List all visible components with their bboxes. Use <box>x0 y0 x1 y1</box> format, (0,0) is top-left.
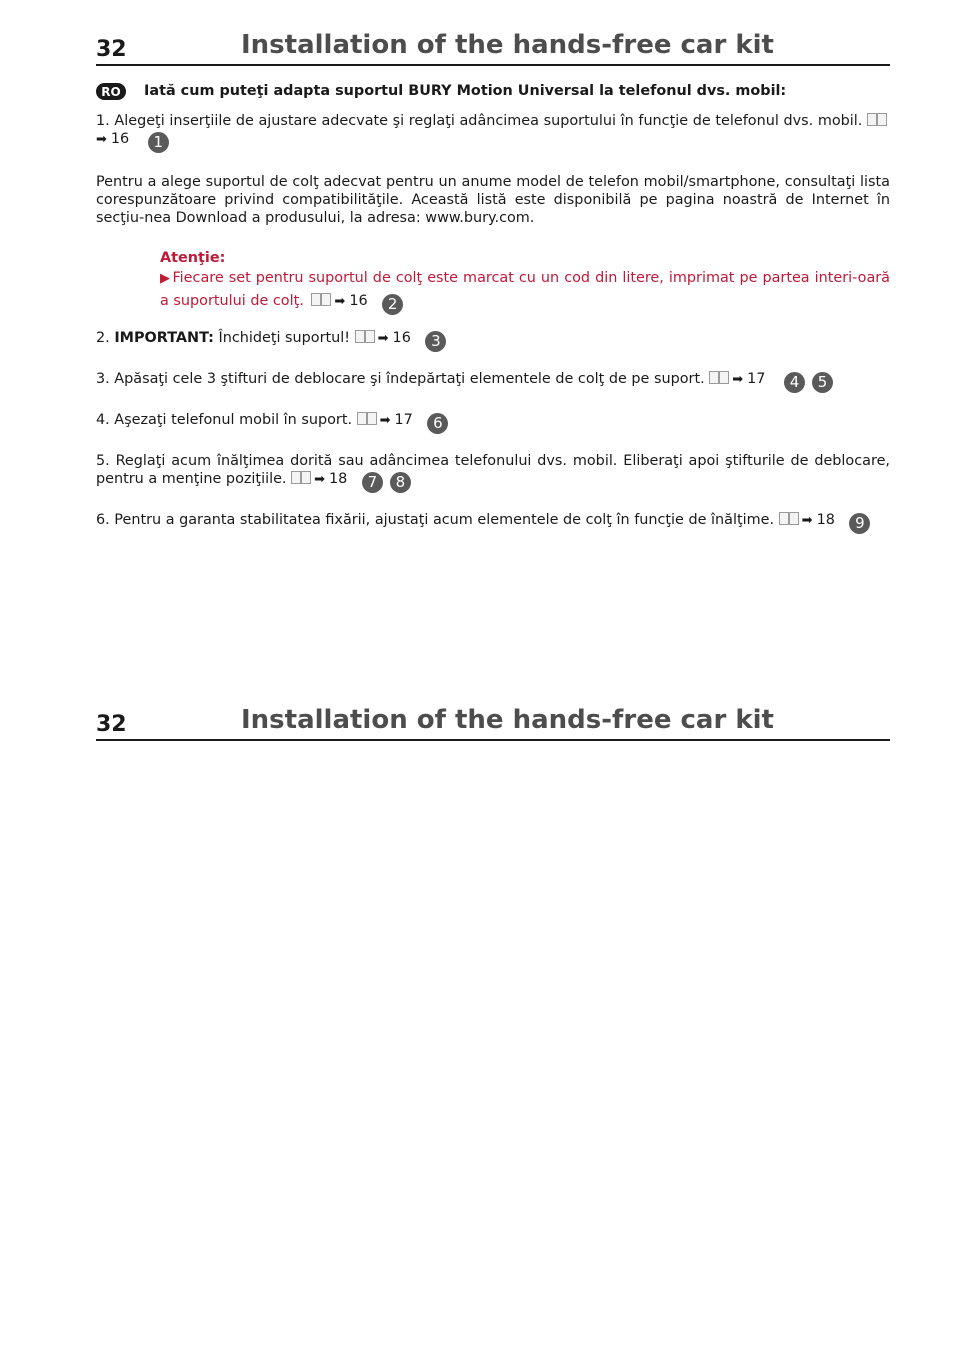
page-number: 32 <box>96 37 127 62</box>
attention-text: Fiecare set pentru suportul de colţ este marcat cu un cod din litere, imprimat pe partea interi-oară a suportului de colţ. <box>160 270 890 309</box>
open-book-icon <box>779 512 799 525</box>
intro-row <box>96 82 890 104</box>
page-ref: 18 <box>816 512 835 528</box>
page-title: Installation of the hands-free car kit <box>241 30 774 60</box>
step-4-text: 4. Aşezaţi telefonul mobil în suport. <box>96 412 353 428</box>
open-book-icon <box>355 330 375 343</box>
page-header-bottom <box>96 703 890 741</box>
attention-block <box>160 249 890 315</box>
arrow-right-icon: ➡ <box>96 132 107 147</box>
step-5-text: 5. Reglaţi acum înălţimea dorită sau adâncimea telefonului dvs. mobil. Eliberaţi apoi ştifturile de deblocare, pentru a menţine poziţiile. <box>96 453 890 487</box>
attention-label: Atenţie: <box>160 250 226 266</box>
intro-text: Iată cum puteţi adapta suportul BURY Motion Universal la telefonul dvs. mobil: <box>144 83 787 99</box>
step-6 <box>96 511 890 534</box>
page-ref: 17 <box>394 412 413 428</box>
arrow-right-icon: ➡ <box>377 331 389 346</box>
page-ref: 16 <box>349 293 368 309</box>
step-3-text: 3. Apăsaţi cele 3 ştifturi de deblocare şi îndepărtaţi elementele de colţ de pe suport. <box>96 371 705 387</box>
step-1 <box>96 112 890 153</box>
figure-number-icon: 5 <box>812 372 833 393</box>
page-header-top <box>96 28 890 66</box>
compatibility-note: Pentru a alege suportul de colţ adecvat pentru un anume model de telefon mobil/smartphone, consultaţi lista corespunzătoare privind compatibilităţile. Această listă este disponibilă pe pagina noastră de Internet în secţiu-nea Download a produsului, la adresa: www.bury.com. <box>96 174 890 226</box>
step-2-text: Închideţi suportul! <box>218 330 351 346</box>
arrow-right-icon: ➡ <box>334 294 346 309</box>
open-book-icon <box>311 293 331 306</box>
page-title: Installation of the hands-free car kit <box>241 705 774 735</box>
figure-number-icon: 3 <box>425 331 446 352</box>
arrow-right-icon: ➡ <box>801 513 813 528</box>
figure-number-icon: 4 <box>784 372 805 393</box>
step-6-text: 6. Pentru a garanta stabilitatea fixării, ajustaţi acum elementele de colţ în funcţie de înălţime. <box>96 512 775 528</box>
step-5 <box>96 452 890 493</box>
figure-number-icon: 8 <box>390 472 411 493</box>
page-ref: 17 <box>747 371 766 387</box>
figure-number-icon: 7 <box>362 472 383 493</box>
step-4 <box>96 411 890 434</box>
bullet-triangle-icon: ▶ <box>160 271 171 286</box>
arrow-right-icon: ➡ <box>732 372 744 387</box>
step-2-important: IMPORTANT: <box>114 330 214 346</box>
step-2 <box>96 329 890 352</box>
page-content <box>96 82 890 534</box>
page-ref: 18 <box>328 471 348 487</box>
open-book-icon <box>357 412 377 425</box>
open-book-icon <box>867 113 887 126</box>
arrow-right-icon: ➡ <box>314 472 325 487</box>
figure-number-icon: 2 <box>382 294 403 315</box>
page-ref: 16 <box>110 131 130 147</box>
figure-number-icon: 6 <box>427 413 448 434</box>
step-3 <box>96 370 890 393</box>
page-ref: 16 <box>392 330 411 346</box>
language-badge: RO <box>96 83 126 100</box>
attention-text-row <box>160 267 890 315</box>
arrow-right-icon: ➡ <box>379 413 391 428</box>
step-2-prefix: 2. <box>96 330 110 346</box>
figure-number-icon: 9 <box>849 513 870 534</box>
page-number: 32 <box>96 712 127 737</box>
figure-number-icon: 1 <box>148 132 169 153</box>
step-1-text: 1. Alegeţi inserţiile de ajustare adecvate şi reglaţi adâncimea suportului în funcţie de telefonul dvs. mobil. <box>96 113 863 129</box>
open-book-icon <box>291 471 311 484</box>
open-book-icon <box>709 371 729 384</box>
